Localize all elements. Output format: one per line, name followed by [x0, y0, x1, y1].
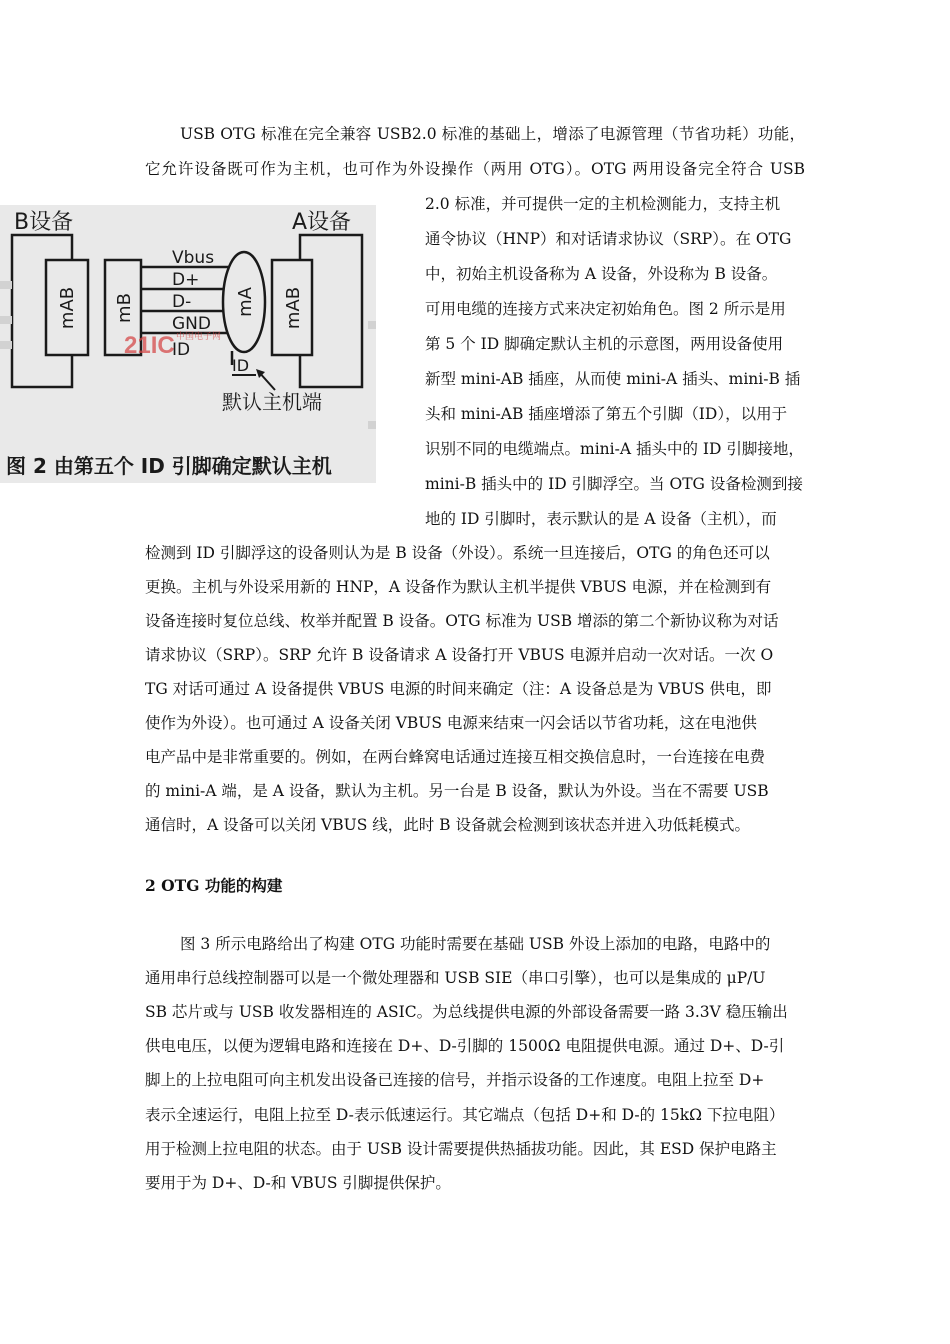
- paragraph-line: 新型 mini-AB 插座，从而使 mini-A 插头、mini-B 插: [425, 370, 801, 388]
- signal-vbus: Vbus: [172, 248, 215, 268]
- paragraph-line: TG 对话可通过 A 设备提供 VBUS 电源的时间来确定（注：A 设备总是为 VBUS 供电，即: [145, 680, 772, 698]
- paragraph-line: mini-B 插头中的 ID 引脚浮空。当 OTG 设备检测到接: [425, 475, 803, 493]
- paragraph-line: 识别不同的电缆端点。mini-A 插头中的 ID 引脚接地，: [425, 440, 804, 458]
- paragraph-line: 使作为外设）。也可通过 A 设备关闭 VBUS 电源来结束一闪会话以节省功耗，这在电池供: [145, 714, 757, 732]
- paragraph-line: 它允许设备既可作为主机，也可作为外设操作（两用 OTG）。OTG 两用设备完全符合 USB: [145, 160, 805, 178]
- paragraph-line: 头和 mini-AB 插座增添了第五个引脚（ID），以用于: [425, 405, 788, 423]
- paragraph-line: SB 芯片或与 USB 收发器相连的 ASIC。为总线提供电源的外部设备需要一路 3.3V 稳压输出: [145, 1003, 788, 1021]
- default-host-label: 默认主机端: [222, 390, 322, 414]
- paragraph-line: 检测到 ID 引脚浮这的设备则认为是 B 设备（外设）。系统一旦连接后，OTG 的角色还可以: [145, 544, 770, 562]
- b-device-label: B设备: [14, 210, 74, 235]
- paragraph-line: 通用串行总线控制器可以是一个微处理器和 USB SIE（串口引擎），也可以是集成的 μP/U: [145, 969, 766, 987]
- signal-id: ID: [172, 340, 191, 360]
- paragraph-line: 通信时，A 设备可以关闭 VBUS 线，此时 B 设备就会检测到该状态并进入功低耗模式。: [145, 816, 750, 834]
- paragraph-line: 脚上的上拉电阻可向主机发出设备已连接的信号，并指示设备的工作速度。电阻上拉至 D+: [145, 1071, 765, 1089]
- figure-2-otg-id-pin-diagram: [0, 205, 376, 483]
- a-device-label: A设备: [292, 210, 352, 235]
- paragraph-line: 第 5 个 ID 脚确定默认主机的示意图，两用设备使用: [425, 335, 784, 353]
- paragraph-line: 表示全速运行，电阻上拉至 D-表示低速运行。其它端点（包括 D+和 D-的 15kΩ 下拉电阻）: [145, 1106, 785, 1124]
- signal-gnd: GND: [172, 314, 211, 334]
- paragraph-line: USB OTG 标准在完全兼容 USB2.0 标准的基础上，增添了电源管理（节省功耗）功能，: [180, 125, 805, 143]
- a-mab-label: mAB: [283, 286, 304, 330]
- b-mab-label: mAB: [57, 286, 78, 330]
- paragraph-line: 供电电压，以便为逻辑电路和连接在 D+、D-引脚的 1500Ω 电阻提供电源。通过 D+、D-引: [145, 1037, 785, 1055]
- paragraph-line: 中，初始主机设备称为 A 设备，外设称为 B 设备。: [425, 265, 778, 283]
- paragraph-line: 设备连接时复位总线、枚举并配置 B 设备。OTG 标准为 USB 增添的第二个新协议称为对话: [145, 612, 779, 630]
- watermark-21ic: 21IC: [124, 332, 175, 359]
- paragraph-line: 用于检测上拉电阻的状态。由于 USB 设计需要提供热插拔功能。因此，其 ESD 保护电路主: [145, 1140, 777, 1158]
- paragraph-line: 要用于为 D+、D-和 VBUS 引脚提供保护。: [145, 1174, 451, 1192]
- paragraph-line: 的 mini-A 端，是 A 设备，默认为主机。另一台是 B 设备，默认为外设。当在不需要 USB: [145, 782, 769, 800]
- paragraph-line: 地的 ID 引脚时，表示默认的是 A 设备（主机），而: [425, 510, 777, 528]
- section-heading: 2 OTG 功能的构建: [145, 876, 283, 895]
- paragraph-line: 图 3 所示电路给出了构建 OTG 功能时需要在基础 USB 外设上添加的电路，电路中的: [180, 935, 771, 953]
- id-ground-label: ID: [232, 356, 250, 375]
- paragraph-line: 可用电缆的连接方式来决定初始角色。图 2 所示是用: [425, 300, 786, 318]
- watermark-21ic-sub: 中国电子网: [176, 332, 222, 342]
- paragraph-line: 电产品中是非常重要的。例如，在两台蜂窝电话通过连接互相交换信息时，一台连接在电费: [145, 748, 766, 766]
- paragraph-line: 请求协议（SRP）。SRP 允许 B 设备请求 A 设备打开 VBUS 电源并启动一次对话。一次 O: [145, 646, 774, 664]
- ma-label: mA: [235, 287, 256, 317]
- figure-caption: 图 2 由第五个 ID 引脚确定默认主机: [6, 454, 332, 478]
- mb-label: mB: [114, 293, 135, 323]
- paragraph-line: 更换。主机与外设采用新的 HNP，A 设备作为默认主机半提供 VBUS 电源，并在检测到有: [145, 578, 772, 596]
- signal-dplus: D+: [172, 270, 200, 290]
- paragraph-line: 通令协议（HNP）和对话请求协议（SRP）。在 OTG: [425, 230, 792, 248]
- paragraph-line: 2.0 标准，并可提供一定的主机检测能力，支持主机: [425, 195, 781, 213]
- signal-dminus: D-: [172, 292, 192, 312]
